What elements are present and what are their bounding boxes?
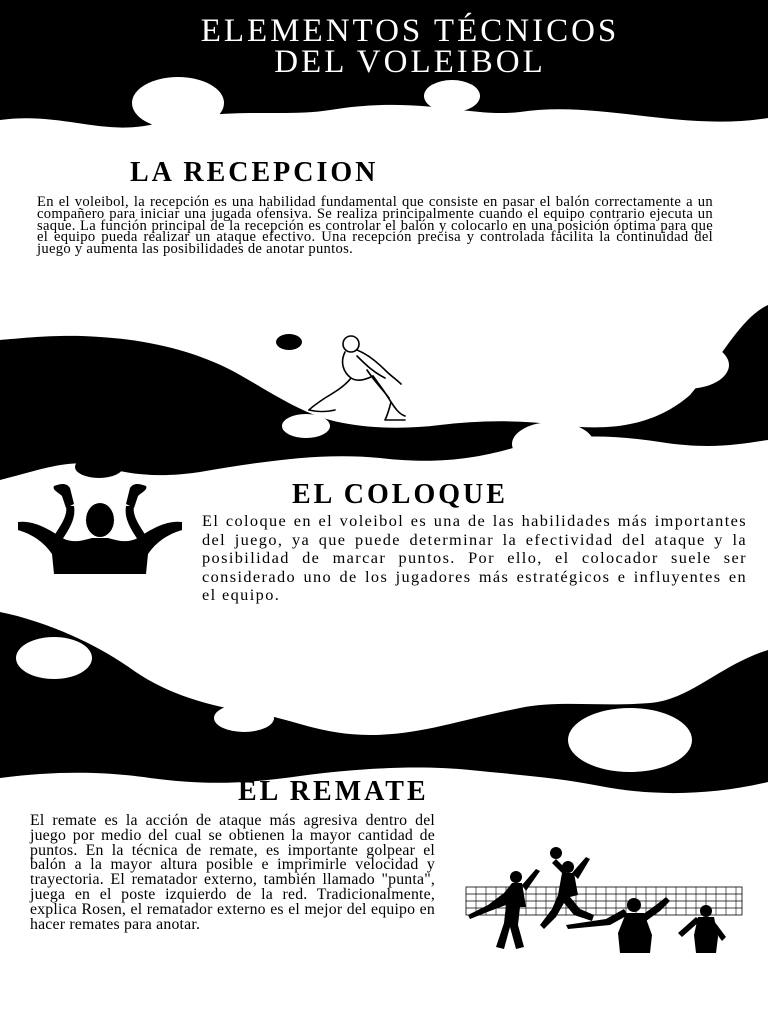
receiving-player-icon: [305, 332, 415, 424]
recepcion-heading: LA RECEPCION: [130, 157, 379, 188]
title-line-1: ELEMENTOS TÉCNICOS: [200, 13, 620, 49]
coloque-heading: EL COLOQUE: [292, 479, 508, 510]
volleyball-net-players-icon: [460, 845, 750, 955]
recepcion-paragraph: En el voleibol, la recepción es una habilidad fundamental que consiste en pasar el balón correctamente a un compañero para iniciar una jugada ofensiva. Se realiza principalmente cuando el equipo contrario ejecuta un saque. La función principal de la recepción es controlar el balón y colocarlo en una posición óptima para que el equipo pueda realizar un ataque efectivo. Una recepción precisa y controlada facilita la continuidad del juego y aumenta las posibilidades de anotar puntos.: [37, 194, 713, 258]
coloque-paragraph: El coloque en el voleibol es una de las habilidades más importantes del juego, ya que puede determinar la efectividad del ataque y la posibilidad de marcar puntos. Por ello, el colocador suele ser considerado uno de los jugadores más estratégicos e influyentes en el equipo.: [202, 511, 747, 604]
remate-paragraph: El remate es la acción de ataque más agresiva dentro del juego por medio del cual se obtienen la mayor cantidad de puntos. En la técnica de remate, es importante golpear el balón a la mayor altura posible e imprimirle velocidad y trayectoria. El rematador externo, también llamado "punta", juega en el poste izquierdo de la red. Tradicionalmente, explica Rosen, el rematador externo es el mejor del equipo en hacer remates para anotar.: [30, 812, 435, 933]
title-line-2: DEL VOLEIBOL: [274, 44, 546, 80]
remate-heading: EL REMATE: [238, 776, 429, 807]
page-title: [40, 13, 768, 80]
setter-silhouette-icon: [18, 478, 182, 574]
